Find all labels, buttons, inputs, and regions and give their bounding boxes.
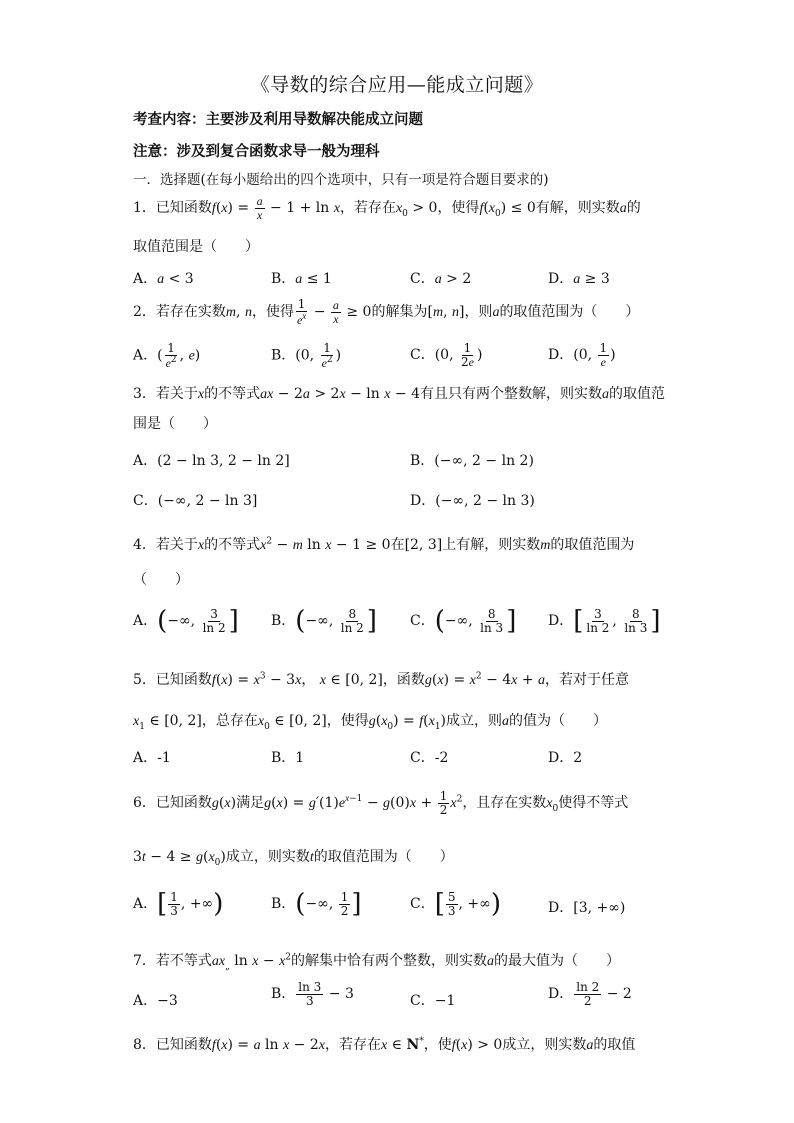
q6-option-a[interactable]: A．[ $\frac{1}{3}$ , +∞) bbox=[133, 889, 224, 919]
note-heading: 注意：涉及到复合函数求导一般为理科 bbox=[133, 143, 380, 160]
question-2: 2．若存在实数m, n，使得 $\frac{1}{e^x}$ − $\frac{a}{x}$ ≥ 0的解集为[m, n]，则a的取值范围为（ ） bbox=[133, 297, 640, 327]
question-8: 8．已知函数f(x) = a ln x − 2x，若存在x ∈ N*，使f(x) > 0成立，则实数a的取值 bbox=[133, 1036, 636, 1053]
q1-option-c[interactable]: C．a > 2 bbox=[410, 271, 472, 287]
q5-option-d[interactable]: D．2 bbox=[548, 750, 583, 766]
question-3-line-2: 围是（ ） bbox=[133, 416, 217, 432]
question-1-line-2: 取值范围是（ ） bbox=[133, 239, 259, 255]
q5-option-c[interactable]: C．-2 bbox=[410, 750, 449, 766]
q1-option-b[interactable]: B．a ≤ 1 bbox=[271, 271, 332, 287]
question-7: 7．若不等式$ax_„$ $\ln x - x^2$的解集中恰有两个整数，则实数a的最大值为（ ） bbox=[133, 952, 621, 972]
q3-option-a[interactable]: A．(2 − ln 3, 2 − ln 2] bbox=[133, 453, 290, 469]
q7-option-d[interactable]: D． $\frac{\ln 2}{2}$ − 2 bbox=[548, 980, 632, 1008]
q4-option-b[interactable]: B．(−∞, $\frac{8}{\ln 2}$ ] bbox=[271, 606, 377, 636]
q4-option-a[interactable]: A．(−∞, $\frac{3}{\ln 2}$ ] bbox=[133, 606, 239, 636]
q2-option-c[interactable]: C．(0, $\frac{1}{2e}$ ) bbox=[410, 341, 483, 369]
q6-option-d[interactable]: D．[3, +∞) bbox=[548, 900, 626, 916]
q4-option-c[interactable]: C．(−∞, $\frac{8}{\ln 3}$ ] bbox=[410, 606, 517, 636]
q6-option-b[interactable]: B．(−∞, $\frac{1}{2}$ ] bbox=[271, 889, 362, 919]
page-title: 《导数的综合应用—能成立问题》 bbox=[250, 74, 544, 96]
q5-option-a[interactable]: A．-1 bbox=[133, 750, 171, 766]
q7-option-c[interactable]: C．−1 bbox=[410, 993, 456, 1009]
q2-option-d[interactable]: D．(0, $\frac{1}{e}$ ) bbox=[548, 341, 616, 369]
q3-option-b[interactable]: B．(−∞, 2 − ln 2) bbox=[410, 453, 534, 469]
q5-option-b[interactable]: B．1 bbox=[271, 750, 305, 766]
q2-option-b[interactable]: B．(0, $\frac{1}{e^2}$ ) bbox=[271, 341, 342, 370]
q1-option-d[interactable]: D．a ≥ 3 bbox=[548, 271, 610, 287]
q7-option-b[interactable]: B． $\frac{\ln 3}{3}$ − 3 bbox=[271, 980, 354, 1008]
question-3: 3．若关于x的不等式ax − 2a > 2x − ln x − 4有且只有两个整数解，则实数a的取值范 bbox=[133, 386, 666, 402]
q2-option-a[interactable]: A．( $\frac{1}{e^2}$ , e) bbox=[133, 341, 201, 370]
question-4-line-2: （ ） bbox=[133, 572, 189, 588]
section-heading: 一．选择题(在每小题给出的四个选项中，只有一项是符合题目要求的) bbox=[133, 172, 549, 188]
question-6-line-2: $3t - 4 \ge g(x_0)$成立，则实数t的取值范围为（ ） bbox=[133, 849, 454, 868]
q6-option-c[interactable]: C．[ $\frac{5}{3}$ , +∞) bbox=[410, 889, 501, 919]
question-1: 1．已知函数f(x) = $\frac{a}{x}$ − 1 + ln x，若存在$x_0 > 0$，使得$f(x_0) \le 0$有解，则实数a的 bbox=[133, 194, 641, 222]
q3-option-d[interactable]: D．(−∞, 2 − ln 3) bbox=[410, 493, 535, 509]
question-4: 4．若关于x的不等式$x^2 - m$ ln x − 1 ≥ 0在[2, 3]上有解，则实数m的取值范围为 bbox=[133, 536, 635, 553]
q7-option-a[interactable]: A．−3 bbox=[133, 993, 178, 1009]
q1-option-a[interactable]: A．a < 3 bbox=[133, 271, 194, 287]
question-6: 6．已知函数g(x)满足$g(x) = g'(1)e^{x-1} - g(0)x$ + $\frac{1}{2}$ $x^2$，且存在实数$x_0$使得不等式 bbox=[133, 789, 629, 817]
q4-option-d[interactable]: D．[ $\frac{3}{\ln 2}$ , $\frac{8}{\ln 3}$ ] bbox=[548, 606, 661, 636]
q3-option-c[interactable]: C．(−∞, 2 − ln 3] bbox=[133, 493, 258, 509]
question-5-line-2: $x_1$ ∈ [0, 2]，总存在$x_0$ ∈ [0, 2]，使得$g(x_0) = f(x_1)$成立，则a的值为（ ） bbox=[133, 713, 608, 732]
question-5: 5．已知函数$f(x) = x^3 - 3x$， x ∈ [0, 2]，函数$g(x) = x^2 - 4x + a$，若对于任意 bbox=[133, 671, 630, 688]
content-heading: 考查内容：主要涉及利用导数解决能成立问题 bbox=[133, 111, 423, 128]
